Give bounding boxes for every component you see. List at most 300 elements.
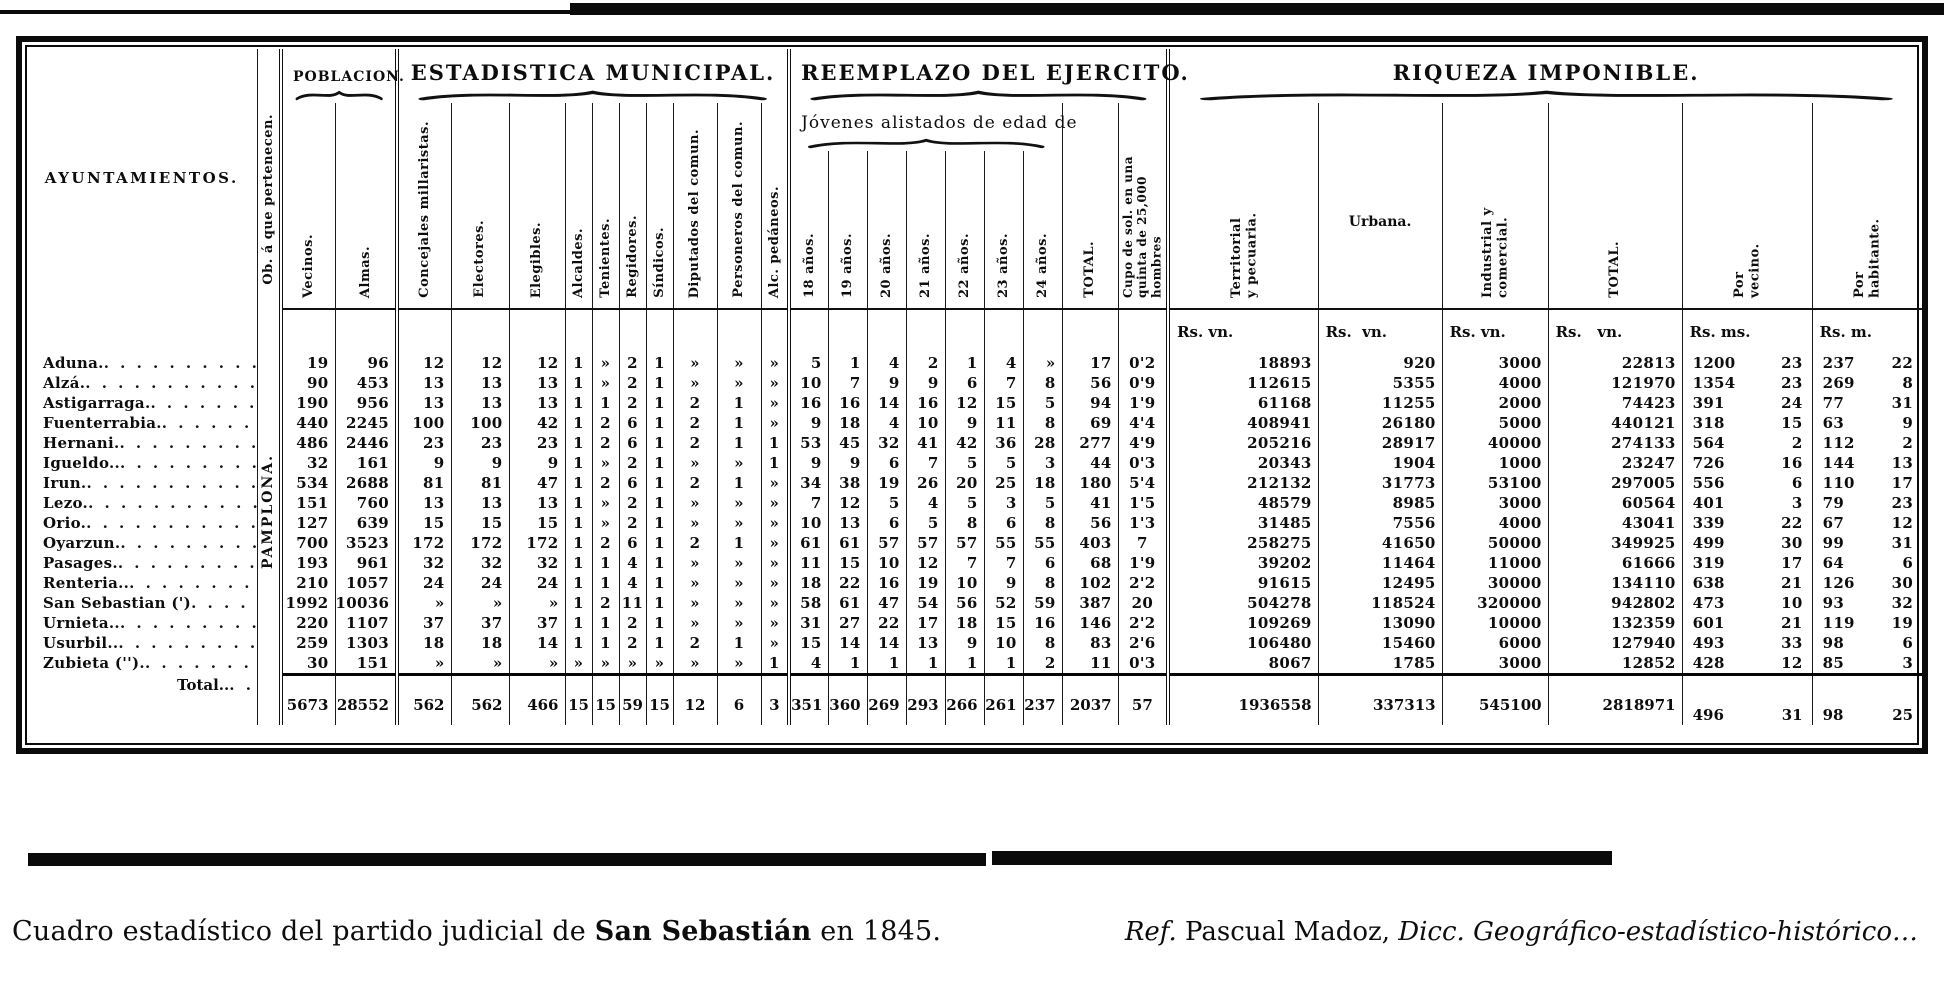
unit-label-territorial <box>1168 309 1318 353</box>
group-header-reemplazo <box>789 49 1190 103</box>
data-cell: 85 3 <box>1812 653 1922 675</box>
data-cell: 2037 <box>1062 675 1118 725</box>
data-cell: 360 <box>828 675 867 725</box>
row-label: Astigarraga. . . . <box>27 393 257 413</box>
data-cell: » <box>592 493 619 513</box>
data-cell: » <box>592 353 619 373</box>
row-label: Hernani. . . . <box>27 433 257 453</box>
column-label: Por habitante. <box>1852 218 1883 298</box>
data-cell: 2 <box>619 613 646 633</box>
data-cell: 15 <box>451 513 509 533</box>
data-cell: 0'3 <box>1118 653 1168 675</box>
data-cell: 57 <box>1118 675 1168 725</box>
data-cell: » <box>761 373 789 393</box>
header-spacer <box>592 309 619 353</box>
data-cell: 277 <box>1062 433 1118 453</box>
data-cell: 496 31 <box>1682 675 1812 725</box>
data-cell: 58 <box>789 593 828 613</box>
unit-label-urbana <box>1318 309 1442 353</box>
data-cell: » <box>673 613 717 633</box>
data-cell: 1 <box>565 613 592 633</box>
data-cell: 2 <box>592 593 619 613</box>
group-header-estadistica <box>397 49 789 103</box>
header-spacer <box>717 309 761 353</box>
data-cell: » <box>451 653 509 675</box>
group-header-poblacion <box>281 49 405 103</box>
data-cell: 942802 <box>1548 593 1682 613</box>
data-cell: » <box>619 653 646 675</box>
table-row <box>27 613 1922 633</box>
row-label: Urnieta.. . . . <box>27 613 257 633</box>
data-cell: 13 <box>509 393 565 413</box>
data-cell: 127 <box>281 513 335 533</box>
scan-artifact-top-right <box>570 3 1944 15</box>
column-header-alc-pedaneos <box>761 103 789 309</box>
data-cell: 1 <box>945 353 984 373</box>
data-cell: 26 <box>906 473 945 493</box>
column-header-22 <box>945 151 984 309</box>
header-units-row <box>27 309 1922 353</box>
data-cell: 1 <box>565 533 592 553</box>
data-cell: » <box>397 593 451 613</box>
data-cell: » <box>673 553 717 573</box>
data-cell: 760 <box>335 493 397 513</box>
table-row <box>27 373 1922 393</box>
header-spacer <box>397 309 451 353</box>
data-cell: 2818971 <box>1548 675 1682 725</box>
data-cell: 1 <box>565 593 592 613</box>
data-cell: 1 <box>565 453 592 473</box>
caption-bold-text: San Sebastián <box>594 916 812 947</box>
data-cell: 0'3 <box>1118 453 1168 473</box>
data-cell: 2 <box>619 373 646 393</box>
unit-text: Rs. ms. <box>1689 323 1751 341</box>
data-cell: 1 <box>646 553 673 573</box>
dot-leader <box>104 353 257 373</box>
data-cell: 19 <box>867 473 906 493</box>
data-cell: 700 <box>281 533 335 553</box>
dot-leader <box>120 613 257 633</box>
data-cell: 59 <box>619 675 646 725</box>
data-cell: 98 6 <box>1812 633 1922 653</box>
row-label: Alzá. . . . <box>27 373 257 393</box>
data-cell: 1 <box>984 653 1023 675</box>
data-cell: 639 <box>335 513 397 533</box>
unit-text: Rs. vn. <box>1325 323 1387 341</box>
column-header-territorial <box>1168 103 1318 309</box>
data-cell: 28552 <box>335 675 397 725</box>
data-cell: 1 <box>646 353 673 373</box>
table-frame <box>16 36 1928 754</box>
data-cell: 63 9 <box>1812 413 1922 433</box>
data-cell: 4 <box>619 553 646 573</box>
table-row <box>27 393 1922 413</box>
caption-reference <box>1125 917 1918 947</box>
data-cell: 50000 <box>1442 533 1548 553</box>
data-cell: » <box>717 493 761 513</box>
data-cell: 1 <box>717 393 761 413</box>
data-cell: 24 <box>509 573 565 593</box>
data-cell: 6 <box>619 433 646 453</box>
data-cell: 15 <box>828 553 867 573</box>
data-cell: 2 <box>592 533 619 553</box>
data-cell: 2 <box>592 413 619 433</box>
data-cell: 2245 <box>335 413 397 433</box>
data-cell: 3 <box>761 675 789 725</box>
data-cell: » <box>717 613 761 633</box>
data-cell: 1 <box>565 553 592 573</box>
data-cell: » <box>509 593 565 613</box>
data-cell: 109269 <box>1168 613 1318 633</box>
row-label: Zubieta (''). . . . <box>27 653 257 673</box>
data-cell: 2 <box>619 393 646 413</box>
data-cell: 1 <box>565 493 592 513</box>
data-cell: 2 <box>619 513 646 533</box>
column-label: Vecinos. <box>301 234 317 298</box>
column-header-ob <box>257 49 281 353</box>
unit-text: Rs. m. <box>1819 323 1873 341</box>
data-cell: 545100 <box>1442 675 1548 725</box>
data-cell: 32 <box>451 553 509 573</box>
data-cell: 100 <box>451 413 509 433</box>
data-cell: 1 <box>646 613 673 633</box>
data-cell: 57 <box>906 533 945 553</box>
data-cell: 1 <box>945 653 984 675</box>
data-cell: 6 <box>619 413 646 433</box>
row-label: Orio. . . . <box>27 513 257 533</box>
data-cell: 10 <box>867 553 906 573</box>
data-cell: 1 <box>592 573 619 593</box>
data-cell: 453 <box>335 373 397 393</box>
data-cell: 81 <box>451 473 509 493</box>
data-cell: 106480 <box>1168 633 1318 653</box>
data-cell: 4 <box>867 413 906 433</box>
data-cell: 320000 <box>1442 593 1548 613</box>
ob-header-label: Ob. á que pertenecen. <box>260 113 276 285</box>
data-cell: 8 <box>1023 413 1062 433</box>
data-cell: 15 <box>565 675 592 725</box>
row-label: Renteria.. . . . <box>27 573 257 593</box>
column-label: Elegibles. <box>529 221 545 298</box>
data-cell: 16 <box>789 393 828 413</box>
data-cell: 23247 <box>1548 453 1682 473</box>
column-label: 19 años. <box>839 232 855 298</box>
data-cell: 68 <box>1062 553 1118 573</box>
data-cell: 13 <box>451 373 509 393</box>
stats-table <box>27 49 1922 725</box>
data-cell: 22 <box>828 573 867 593</box>
reference-label: Ref. <box>1124 917 1177 947</box>
table-row <box>27 473 1922 493</box>
data-cell: 40000 <box>1442 433 1548 453</box>
data-cell: 638 21 <box>1682 573 1812 593</box>
data-cell: 7 <box>1118 533 1168 553</box>
data-cell: 5 <box>945 453 984 473</box>
data-cell: » <box>673 493 717 513</box>
data-cell: 261 <box>984 675 1023 725</box>
column-header-21 <box>906 151 945 309</box>
column-header-vecinos <box>281 103 335 309</box>
data-cell: 43041 <box>1548 513 1682 533</box>
dot-leader <box>85 373 256 393</box>
data-cell: 6 <box>984 513 1023 533</box>
data-cell: 74423 <box>1548 393 1682 413</box>
column-header-concejales <box>397 103 451 309</box>
data-cell: 94 <box>1062 393 1118 413</box>
data-cell: » <box>761 393 789 413</box>
data-cell: 2 <box>619 453 646 473</box>
data-cell: 30 <box>281 653 335 675</box>
data-cell: 3 <box>1023 453 1062 473</box>
data-cell: » <box>565 653 592 675</box>
column-header-elegibles <box>509 103 565 309</box>
data-cell: 8985 <box>1318 493 1442 513</box>
data-cell: 5 <box>789 353 828 373</box>
data-cell: 1 <box>592 613 619 633</box>
data-cell: 408941 <box>1168 413 1318 433</box>
data-cell: 121970 <box>1548 373 1682 393</box>
data-cell: 337313 <box>1318 675 1442 725</box>
data-cell: 41 <box>906 433 945 453</box>
data-cell: 13 <box>509 373 565 393</box>
data-cell: 6 <box>867 513 906 533</box>
data-cell: 172 <box>397 533 451 553</box>
data-cell: 79 23 <box>1812 493 1922 513</box>
data-cell: 1 <box>646 633 673 653</box>
data-cell: 19 <box>281 353 335 373</box>
data-cell: 9 <box>451 453 509 473</box>
data-cell: 4000 <box>1442 513 1548 533</box>
data-cell: 258275 <box>1168 533 1318 553</box>
data-cell: 1 <box>565 413 592 433</box>
data-cell: 25 <box>984 473 1023 493</box>
data-cell: 32 <box>867 433 906 453</box>
data-cell: 956 <box>335 393 397 413</box>
riqueza-title: RIQUEZA IMPONIBLE. <box>1392 60 1700 85</box>
data-cell: 2'6 <box>1118 633 1168 653</box>
data-cell: 1 <box>828 653 867 675</box>
data-cell: 54 <box>906 593 945 613</box>
data-cell: 34 <box>789 473 828 493</box>
table-row <box>27 533 1922 553</box>
data-cell: 52 <box>984 593 1023 613</box>
ob-value-label: PAMPLONA. <box>259 453 276 569</box>
data-cell: 26180 <box>1318 413 1442 433</box>
data-cell: 2 <box>673 633 717 653</box>
dot-leader <box>118 553 257 573</box>
header-spacer <box>646 309 673 353</box>
data-cell: 1 <box>565 573 592 593</box>
header-spacer <box>867 309 906 353</box>
data-cell: 13 <box>397 373 451 393</box>
data-cell: 1 <box>646 493 673 513</box>
data-cell: 5 <box>867 493 906 513</box>
data-cell: 10 <box>789 513 828 533</box>
data-cell: 59 <box>1023 593 1062 613</box>
data-cell: 1 <box>717 413 761 433</box>
column-header-cupo <box>1118 103 1168 309</box>
data-cell: 14 <box>867 393 906 413</box>
data-cell: 24 <box>397 573 451 593</box>
header-spacer <box>1023 309 1062 353</box>
data-cell: 12852 <box>1548 653 1682 675</box>
data-cell: 132359 <box>1548 613 1682 633</box>
data-cell: 23 <box>451 433 509 453</box>
column-header-total-riqueza <box>1548 103 1682 309</box>
data-cell: 91615 <box>1168 573 1318 593</box>
table-row <box>27 433 1922 453</box>
data-cell: 401 3 <box>1682 493 1812 513</box>
data-cell: 2 <box>673 473 717 493</box>
data-cell: 1936558 <box>1168 675 1318 725</box>
dot-leader <box>86 513 256 533</box>
data-cell: 18 <box>828 413 867 433</box>
data-cell: 1 <box>717 533 761 553</box>
column-label: Alcaldes. <box>570 227 586 298</box>
data-cell: 9 <box>945 633 984 653</box>
data-cell: 2000 <box>1442 393 1548 413</box>
data-cell: 2 <box>619 353 646 373</box>
data-cell: 2688 <box>335 473 397 493</box>
data-cell: 32 <box>281 453 335 473</box>
data-cell: 1107 <box>335 613 397 633</box>
data-cell: 6 <box>945 373 984 393</box>
unit-label-industrial <box>1442 309 1548 353</box>
data-cell: 83 <box>1062 633 1118 653</box>
brace-ornament <box>1195 88 1898 101</box>
data-cell: 12495 <box>1318 573 1442 593</box>
data-cell: 237 <box>1023 675 1062 725</box>
data-cell: 1'9 <box>1118 553 1168 573</box>
column-label: TOTAL. <box>1082 241 1098 298</box>
dot-leader <box>118 633 256 653</box>
header-spacer <box>761 309 789 353</box>
row-label: Total.. . . . <box>27 675 257 705</box>
data-cell: 1 <box>592 553 619 573</box>
row-label: Irun. . . . <box>27 473 257 493</box>
caption-row <box>12 916 1918 947</box>
scan-artifact-bottom-left <box>28 853 986 866</box>
table-header <box>27 49 1922 353</box>
brace-ornament <box>416 88 769 101</box>
data-cell: 53 <box>789 433 828 453</box>
data-cell: 55 <box>1023 533 1062 553</box>
brace-ornament <box>295 88 383 101</box>
column-label: 24 años. <box>1034 232 1050 298</box>
row-label: Igueldo.. . . . <box>27 453 257 473</box>
data-cell: 11 <box>984 413 1023 433</box>
data-cell: 1 <box>646 513 673 533</box>
data-cell: 23 <box>509 433 565 453</box>
data-cell: 57 <box>945 533 984 553</box>
data-cell: 3000 <box>1442 653 1548 675</box>
data-cell: 1 <box>565 473 592 493</box>
column-header-diputados <box>673 103 717 309</box>
column-header-industrial <box>1442 103 1548 309</box>
data-cell: 8 <box>1023 373 1062 393</box>
data-cell: 1 <box>592 393 619 413</box>
data-cell: 15 <box>984 393 1023 413</box>
data-cell: 1'5 <box>1118 493 1168 513</box>
data-cell: » <box>673 453 717 473</box>
dot-leader <box>86 473 256 493</box>
data-cell: » <box>717 573 761 593</box>
column-label: 22 años. <box>956 232 972 298</box>
data-cell: 205216 <box>1168 433 1318 453</box>
data-cell: » <box>717 453 761 473</box>
data-cell: 31485 <box>1168 513 1318 533</box>
row-label: Fuenterrabia. . . . <box>27 413 257 433</box>
data-cell: 12 <box>945 393 984 413</box>
data-cell: » <box>397 653 451 675</box>
data-cell: 4'4 <box>1118 413 1168 433</box>
header-spacer <box>281 309 335 353</box>
data-cell: 601 21 <box>1682 613 1812 633</box>
data-cell: 37 <box>509 613 565 633</box>
data-cell: 10 <box>906 413 945 433</box>
data-cell: 1 <box>906 653 945 675</box>
data-cell: 18 <box>1023 473 1062 493</box>
data-cell: 1 <box>761 453 789 473</box>
data-cell: 18893 <box>1168 353 1318 373</box>
data-cell: » <box>717 553 761 573</box>
data-cell: 1303 <box>335 633 397 653</box>
data-cell: 5'4 <box>1118 473 1168 493</box>
dot-leader <box>88 493 256 513</box>
data-cell: 6 <box>717 675 761 725</box>
data-cell: » <box>673 513 717 533</box>
ayuntamientos-label: AYUNTAMIENTOS. <box>44 169 239 187</box>
data-cell: 31773 <box>1318 473 1442 493</box>
column-header-18 <box>789 151 828 309</box>
data-cell: 12 <box>397 353 451 373</box>
column-label: Tenientes. <box>597 218 613 298</box>
header-sub-row <box>27 103 1922 151</box>
data-cell: 10000 <box>1442 613 1548 633</box>
data-cell: 16 <box>906 393 945 413</box>
caption-text: Cuadro estadístico del partido judicial de <box>12 916 595 947</box>
data-cell: 20 <box>1118 593 1168 613</box>
column-header-ayuntamientos <box>27 49 257 353</box>
data-cell: » <box>673 593 717 613</box>
data-cell: 112 2 <box>1812 433 1922 453</box>
data-cell: 2 <box>592 433 619 453</box>
data-cell: 1'9 <box>1118 393 1168 413</box>
reemplazo-title: REEMPLAZO DEL EJERCITO. <box>801 60 1190 85</box>
column-header-almas <box>335 103 397 309</box>
data-cell: 473 10 <box>1682 593 1812 613</box>
data-cell: 2 <box>673 393 717 413</box>
data-cell: 319 17 <box>1682 553 1812 573</box>
data-cell: 127940 <box>1548 633 1682 653</box>
data-cell: 2 <box>592 473 619 493</box>
data-cell: 3000 <box>1442 493 1548 513</box>
data-cell: 1 <box>867 653 906 675</box>
brace-ornament <box>806 136 1046 149</box>
column-label: Personeros del comun. <box>731 121 747 298</box>
data-cell: 17 <box>1062 353 1118 373</box>
data-cell: 10036 <box>335 593 397 613</box>
data-cell: 4'9 <box>1118 433 1168 453</box>
data-cell: 15 <box>646 675 673 725</box>
data-cell: 6000 <box>1442 633 1548 653</box>
data-cell: 98 25 <box>1812 675 1922 725</box>
data-cell: 9 <box>906 373 945 393</box>
data-cell: 1 <box>565 373 592 393</box>
data-cell: 1785 <box>1318 653 1442 675</box>
data-cell: 351 <box>789 675 828 725</box>
table-footer <box>27 675 1922 725</box>
